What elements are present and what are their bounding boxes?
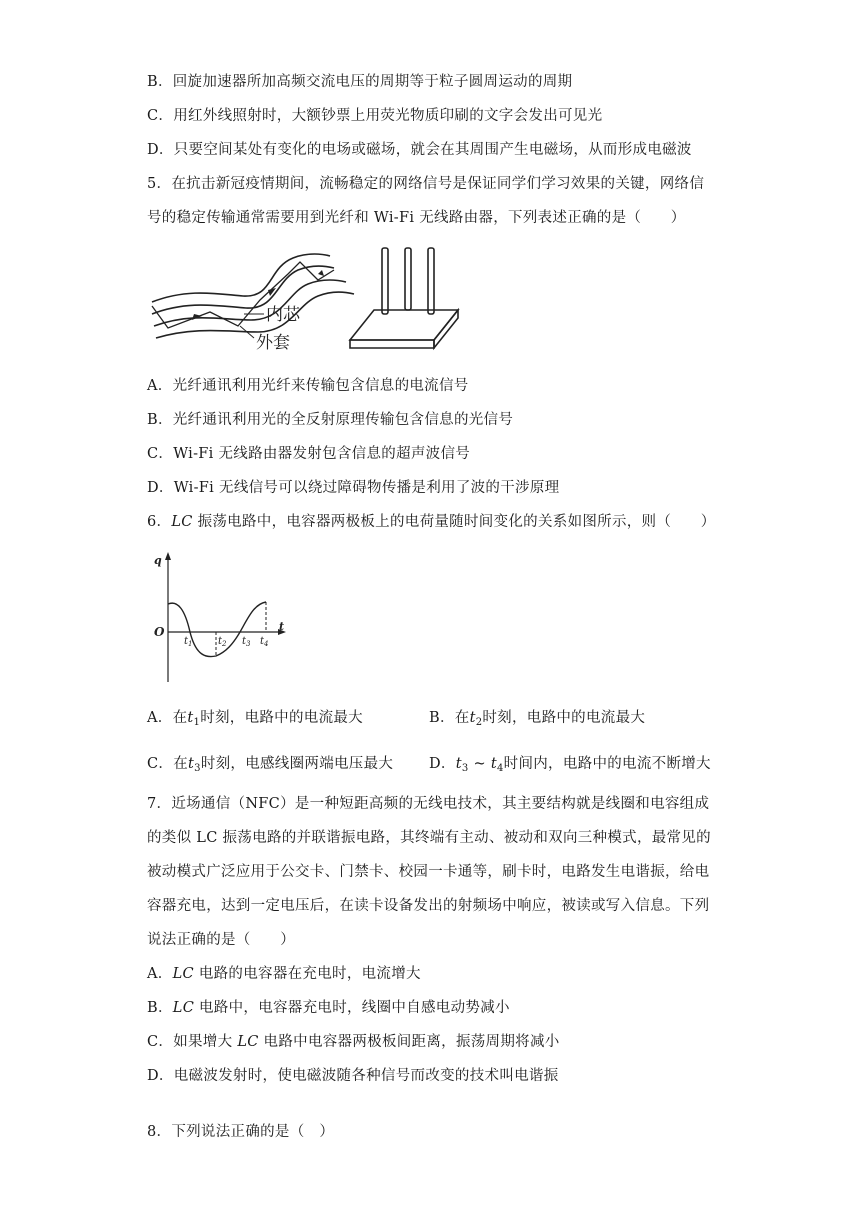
- q7-option-d: D．电磁波发射时，使电磁波随各种信号而改变的技术叫电谐振: [147, 1068, 559, 1084]
- q5-stem-line2: 号的稳定传输通常需要用到光纤和 Wi-Fi 无线路由器，下列表述正确的是（ ）: [147, 210, 686, 226]
- q6b-post: 时刻，电路中的电流最大: [482, 710, 646, 726]
- q7a-post: 电路的电容器在充电时，电流增大: [193, 966, 421, 982]
- q5-option-b: B．光纤通讯利用光的全反射原理传输包含信息的光信号: [147, 412, 514, 428]
- q6-option-c: [147, 754, 393, 779]
- q6a-t: t: [187, 710, 194, 726]
- q7c-post: 电路中电容器两极板间距离，振荡周期将减小: [258, 1034, 560, 1050]
- q5-option-a: A．光纤通讯利用光纤来传输包含信息的电流信号: [147, 378, 469, 394]
- q7-option-c: [147, 1032, 560, 1052]
- q7a-pre: A．: [147, 966, 173, 982]
- x-axis-label: t: [279, 620, 285, 633]
- q5-option-c: C．Wi-Fi 无线路由器发射包含信息的超声波信号: [147, 446, 471, 462]
- q6a-sub: 1: [193, 717, 201, 728]
- q6d-t1: t: [455, 756, 462, 772]
- q8-stem: 8．下列说法正确的是（ ）: [147, 1124, 335, 1140]
- router-icon: [350, 248, 458, 348]
- t3-label: $t_3$: [242, 636, 251, 648]
- q6b-pre: B．在: [429, 710, 470, 726]
- q6-option-a: [147, 708, 363, 733]
- origin-label: O: [154, 625, 165, 639]
- q6a-post: 时刻，电路中的电流最大: [200, 710, 363, 726]
- q6d-post: 时间内，电路中的电流不断增大: [503, 756, 711, 772]
- fiber-sheath-label: 外套: [256, 333, 290, 353]
- q7-stem-line1: 7．近场通信（NFC）是一种短距高频的无线电技术，其主要结构就是线圈和电容组成: [147, 796, 710, 812]
- q6d-tilde: ~: [468, 756, 491, 772]
- q6c-pre: C．在: [147, 756, 188, 772]
- q6d-t2: t: [490, 756, 497, 772]
- q6-option-b: [429, 708, 645, 733]
- q6b-t: t: [469, 710, 476, 726]
- charge-curve: [168, 602, 266, 657]
- fiber-core-label: 内芯: [266, 305, 300, 325]
- q7c-lc: LC: [237, 1034, 259, 1050]
- q6d-pre: D．: [429, 756, 456, 772]
- q6c-sub: 3: [194, 763, 201, 774]
- q6-number: 6．: [147, 514, 172, 530]
- q6d-sub1: 3: [461, 763, 469, 774]
- optical-fiber-illustration: [152, 254, 354, 338]
- q7b-post: 电路中，电容器充电时，线圈中自感电动势减小: [194, 1000, 510, 1016]
- q6c-t: t: [188, 756, 195, 772]
- q7-stem-line2: 的类似 LC 振荡电路的并联谐振电路，其终端有主动、被动和双向三种模式，最常见的: [147, 830, 711, 846]
- q7-stem-line3: 被动模式广泛应用于公交卡、门禁卡、校园一卡通等，刷卡时，电路发生电谐振，给电: [147, 864, 710, 880]
- y-axis-arrow: [165, 552, 171, 560]
- q5-stem-line1: 5．在抗击新冠疫情期间，流畅稳定的网络信号是保证同学们学习效果的关键，网络信: [147, 176, 705, 192]
- q7b-pre: B．: [147, 1000, 173, 1016]
- q6-stem: [147, 512, 716, 532]
- q4-option-d: D．只要空间某处有变化的电场或磁场，就会在其周围产生电磁场，从而形成电磁波: [147, 142, 692, 158]
- q4-option-b: B．回旋加速器所加高频交流电压的周期等于粒子圆周运动的周期: [147, 74, 573, 90]
- q7-stem-line4: 容器充电，达到一定电压后，在读卡设备发出的射频场中响应，被读或写入信息。下列: [147, 898, 710, 914]
- q4-option-c: C．用红外线照射时，大额钞票上用荧光物质印刷的文字会发出可见光: [147, 108, 603, 124]
- q7-option-b: [147, 998, 510, 1018]
- q6c-post: 时刻，电感线圈两端电压最大: [200, 756, 394, 772]
- q7b-lc: LC: [172, 1000, 195, 1016]
- q6-graph: [150, 548, 290, 688]
- y-axis-label: q: [154, 554, 162, 567]
- q6-stem-text: 振荡电路中，电容器两极板上的电荷量随时间变化的关系如图所示，则（ ）: [192, 514, 716, 530]
- q5-figure: [148, 240, 468, 356]
- t1-label: $t_1$: [184, 636, 193, 648]
- q7c-pre: C．如果增大: [147, 1034, 238, 1050]
- q7a-lc: LC: [172, 966, 194, 982]
- q5-option-d: D．Wi-Fi 无线信号可以绕过障碍物传播是利用了波的干涉原理: [147, 480, 560, 496]
- q6-lc: LC: [171, 514, 193, 530]
- q7-option-a: [147, 964, 421, 984]
- q6-option-d: [429, 754, 711, 779]
- q6b-sub: 2: [475, 717, 483, 728]
- q7-stem-line5: 说法正确的是（ ）: [147, 932, 295, 948]
- q6a-pre: A．在: [147, 710, 188, 726]
- t4-label: $t_4$: [260, 636, 269, 648]
- q6d-sub2: 4: [496, 763, 504, 774]
- t2-label: $t_2$: [218, 636, 227, 648]
